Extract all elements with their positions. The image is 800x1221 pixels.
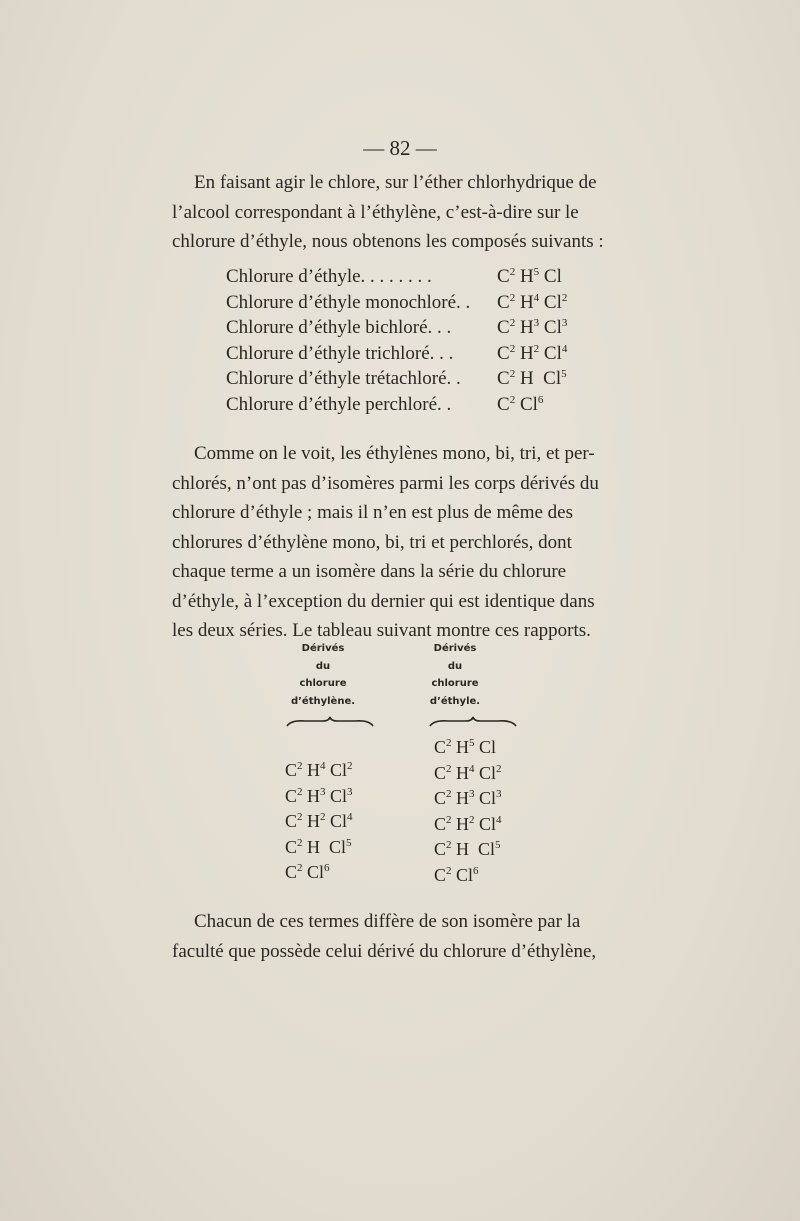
table-header-ethyle xyxy=(395,640,515,710)
paragraph-line: chlorures d’éthylène mono, bi, tri et perchlorés, dont xyxy=(172,531,572,553)
compound-row xyxy=(226,341,626,367)
header-line: d’éthyle. xyxy=(429,695,481,707)
table-header-ethylene xyxy=(263,640,383,710)
header-line: chlorure xyxy=(299,678,347,689)
compound-name: Chlorure d’éthyle trichloré. . . xyxy=(226,342,454,364)
paragraph-line: chaque terme a un isomère dans la série du chlorure xyxy=(172,561,567,582)
paragraph-comparison xyxy=(172,439,628,646)
compound-name: Chlorure d’éthyle monochloré. . xyxy=(226,291,471,313)
header-line: Dérivés xyxy=(433,643,477,654)
table-cell: $C^2$ $H^4$ Cl$^2$ xyxy=(434,762,502,783)
compound-name: Chlorure d’éthyle bichloré. . . xyxy=(226,317,452,338)
compound-row xyxy=(226,315,626,341)
paragraph-line: l’alcool correspondant à l’éthylène, c’est-à-dire sur le xyxy=(172,201,579,223)
paragraph-line: Comme on le voit, les éthylènes mono, bi, tri, et per- xyxy=(194,443,595,464)
compound-name: Chlorure d’éthyle perchloré. . xyxy=(226,393,452,415)
table-column-ethylene xyxy=(285,758,353,886)
paragraph-line: faculté que possède celui dérivé du chlorure d’éthylène, xyxy=(172,940,597,962)
table-cell: $C^2$ Cl$^6$ xyxy=(285,862,330,882)
compound-name: Chlorure d’éthyle trétachloré. . xyxy=(226,368,461,389)
compound-formula: $C^2$ $H^5$ Cl xyxy=(497,266,562,287)
table-cell: $C^2$ $H^2$ Cl$^4$ xyxy=(285,811,353,831)
header-line: d’éthylène. xyxy=(290,695,356,707)
compound-formula: $C^2$ $H^3$ Cl$^3$ xyxy=(497,317,568,338)
compound-row xyxy=(226,392,626,418)
header-line: Dérivés xyxy=(301,643,345,654)
paragraph-intro xyxy=(172,168,628,257)
table-cell: $C^2$ $H^3$ Cl$^3$ xyxy=(285,785,353,806)
compound-formula: $C^2$ $H^4$ Cl$^2$ xyxy=(497,291,568,313)
header-line: du xyxy=(315,660,331,672)
compound-formula: $C^2$ $H^2$ Cl$^4$ xyxy=(497,342,568,364)
compound-list xyxy=(226,264,626,417)
table-cell: $C^2$ H Cl$^5$ xyxy=(285,836,352,857)
compound-row xyxy=(226,290,626,316)
table-column-ethyle xyxy=(434,735,502,888)
paragraph-line: les deux séries. Le tableau suivant montre ces rapports. xyxy=(172,620,591,641)
table-cell: $C^2$ $H^5$ Cl xyxy=(434,737,497,757)
compound-row xyxy=(226,264,626,290)
table-cell: $C^2$ $H^2$ Cl$^4$ xyxy=(434,813,502,834)
compound-formula: $C^2$ H Cl$^5$ xyxy=(497,368,567,389)
paragraph-conclusion xyxy=(172,907,628,966)
table-cell: $C^2$ H Cl$^5$ xyxy=(434,839,501,859)
compound-formula: $C^2$ Cl$^6$ xyxy=(497,393,544,415)
paragraph-line: Chacun de ces termes diffère de son isomère par la xyxy=(194,911,581,932)
paragraph-line: chlorés, n’ont pas d’isomères parmi les corps dérivés du xyxy=(172,472,599,494)
page-number: — 82 — xyxy=(363,136,437,160)
table-cell: $C^2$ $H^4$ Cl$^2$ xyxy=(285,760,353,780)
paragraph-line: d’éthyle, à l’exception du dernier qui est identique dans xyxy=(172,590,595,612)
compound-name: Chlorure d’éthyle. . . . . . . . xyxy=(226,266,432,287)
brace-ornament xyxy=(285,712,375,730)
table-cell: $C^2$ $H^3$ Cl$^3$ xyxy=(434,788,502,808)
header-line: chlorure xyxy=(431,678,479,689)
paragraph-line: chlorure d’éthyle ; mais il n’en est plus de même des xyxy=(172,502,573,523)
paragraph-line: En faisant agir le chlore, sur l’éther chlorhydrique de xyxy=(194,172,597,193)
brace-ornament xyxy=(428,712,518,730)
table-cell: $C^2$ Cl$^6$ xyxy=(434,864,479,885)
compound-row xyxy=(226,366,626,392)
header-line: du xyxy=(447,660,463,672)
paragraph-line: chlorure d’éthyle, nous obtenons les composés suivants : xyxy=(172,231,604,252)
